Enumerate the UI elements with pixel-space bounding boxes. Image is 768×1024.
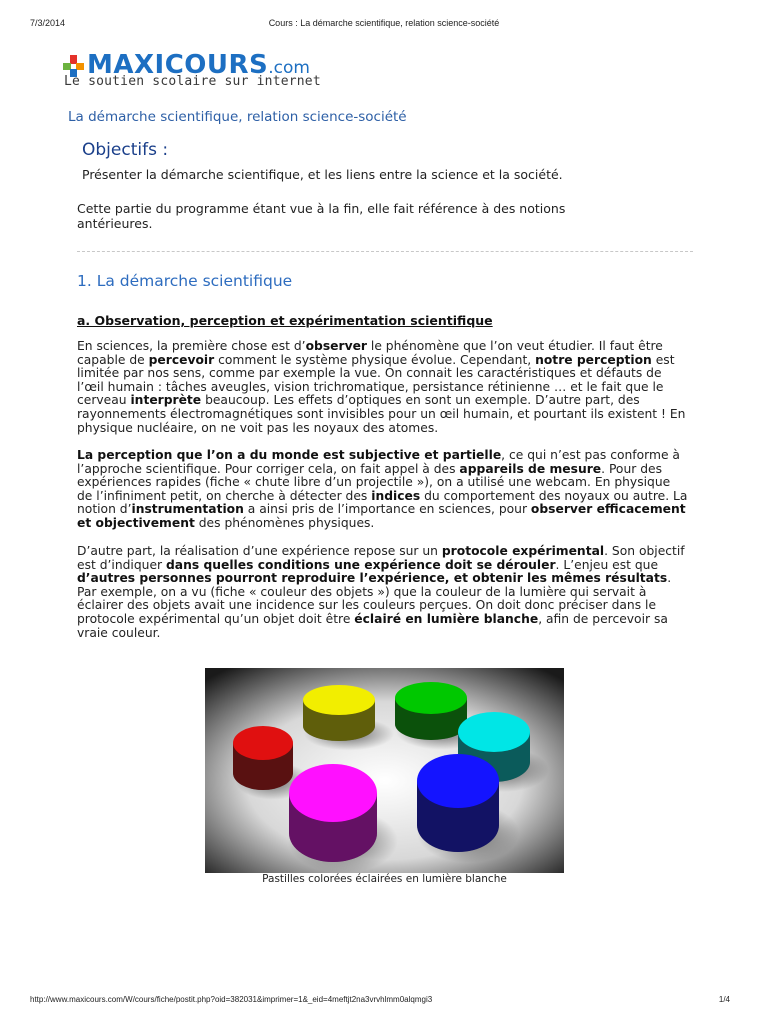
body-text: . Par exemple, on a vu (fiche « couleur des objets ») que la couleur de la lumière qui servait à éclairer des objets avait une incidence sur les couleurs perçues. On doit donc préciser dans le protocole expérimental qu’un objet doit être xyxy=(77,571,672,626)
print-date: 7/3/2014 xyxy=(30,18,66,28)
section-divider xyxy=(77,251,693,252)
emphasis-text: observer xyxy=(305,339,367,353)
objectives-heading: Objectifs : xyxy=(82,140,169,160)
figure-caption: Pastilles colorées éclairées en lumière blanche xyxy=(262,873,507,885)
emphasis-text: notre perception xyxy=(535,352,652,367)
body-text: le phénomène que l’on veut étudier. Il faut être capable de xyxy=(77,339,663,367)
emphasis-text: protocole expérimental xyxy=(441,544,605,558)
body-text: . Son objectif est d’indiquer xyxy=(77,544,685,572)
body-text: , afin de percevoir sa vraie couleur. xyxy=(77,611,668,640)
emphasis-text: instrumentation xyxy=(131,502,244,517)
print-header-title: Cours : La démarche scientifique, relation science-société xyxy=(268,18,500,28)
print-page-number: 1/4 xyxy=(718,995,730,1004)
print-footer-url: http://www.maxicours.com/W/cours/fiche/postit.php?oid=382031&imprimer=1&_eid=4meftjt2na3vrvhlmm0alqmgi3 xyxy=(30,995,433,1004)
body-text: des phénomènes physiques. xyxy=(194,515,375,530)
body-text: beaucoup. Les effets d’optiques en sont un exemple. D’autre part, des rayonnements électromagnétiques sont invisibles pour un œil humain, et pourtant ils existent ! En physique nucléaire, on ne voit pas les noyaux des atomes. xyxy=(77,393,686,435)
section-title: 1. La démarche scientifique xyxy=(77,272,293,290)
body-text: , ce qui n’est pas conforme à l’approche scientifique. Pour corriger cela, on fait appel à des xyxy=(77,448,680,476)
course-title: La démarche scientifique, relation science-société xyxy=(68,109,407,125)
emphasis-text: La perception que l’on a du monde est subjective et partielle xyxy=(77,448,502,462)
paragraph xyxy=(77,449,689,531)
body-text: D’autre part, la réalisation d’une expérience repose sur un xyxy=(77,544,442,558)
emphasis-text: dans quelles conditions une expérience doit se dérouler xyxy=(165,557,556,572)
body-text: comment le système physique évolue. Cependant, xyxy=(214,352,536,367)
logo-tagline: Le soutien scolaire sur internet xyxy=(64,74,321,89)
paragraph xyxy=(77,545,689,640)
body-text: En sciences, la première chose est d’ xyxy=(77,339,306,353)
emphasis-text: éclairé en lumière blanche xyxy=(354,611,539,626)
body-text: . L’enjeu est que xyxy=(555,557,659,572)
colored-discs-photo xyxy=(205,668,564,873)
logo-brand: MAXICOURS xyxy=(87,50,269,80)
subsection-title: a. Observation, perception et expérimentation scientifique xyxy=(77,313,493,328)
emphasis-text: d’autres personnes pourront reproduire l’expérience, et obtenir les mêmes résultats xyxy=(77,571,668,586)
objectives-text: Présenter la démarche scientifique, et les liens entre la science et la société. xyxy=(82,167,563,182)
emphasis-text: percevoir xyxy=(148,352,215,367)
emphasis-text: indices xyxy=(371,488,421,503)
body-text: du comportement des noyaux ou autre. La notion d’ xyxy=(77,488,688,517)
logo-domain: .com xyxy=(268,58,310,78)
emphasis-text: appareils de mesure xyxy=(459,461,602,476)
body-text: . Pour des expériences rapides (fiche « chute libre d’un projectile »), on a utilisé une webcam. En physique de l’infiniment petit, on cherche à détecter des xyxy=(77,461,671,503)
maxicours-logo[interactable] xyxy=(62,50,342,92)
body-text: a ainsi pris de l’importance en sciences, pour xyxy=(243,502,531,517)
emphasis-text: interprète xyxy=(130,393,202,408)
intro-text: Cette partie du programme étant vue à la fin, elle fait référence à des notions antérieures. xyxy=(77,201,566,231)
body-text: est limitée par nos sens, comme par exemple la vue. On connait les caractéristiques et défauts de l’œil humain : tâches aveugles, vision trichromatique, persistance rétinienne … et le fait que le cerveau xyxy=(77,352,675,408)
paragraph xyxy=(77,340,689,435)
emphasis-text: observer efficacement et objectivement xyxy=(77,502,686,530)
